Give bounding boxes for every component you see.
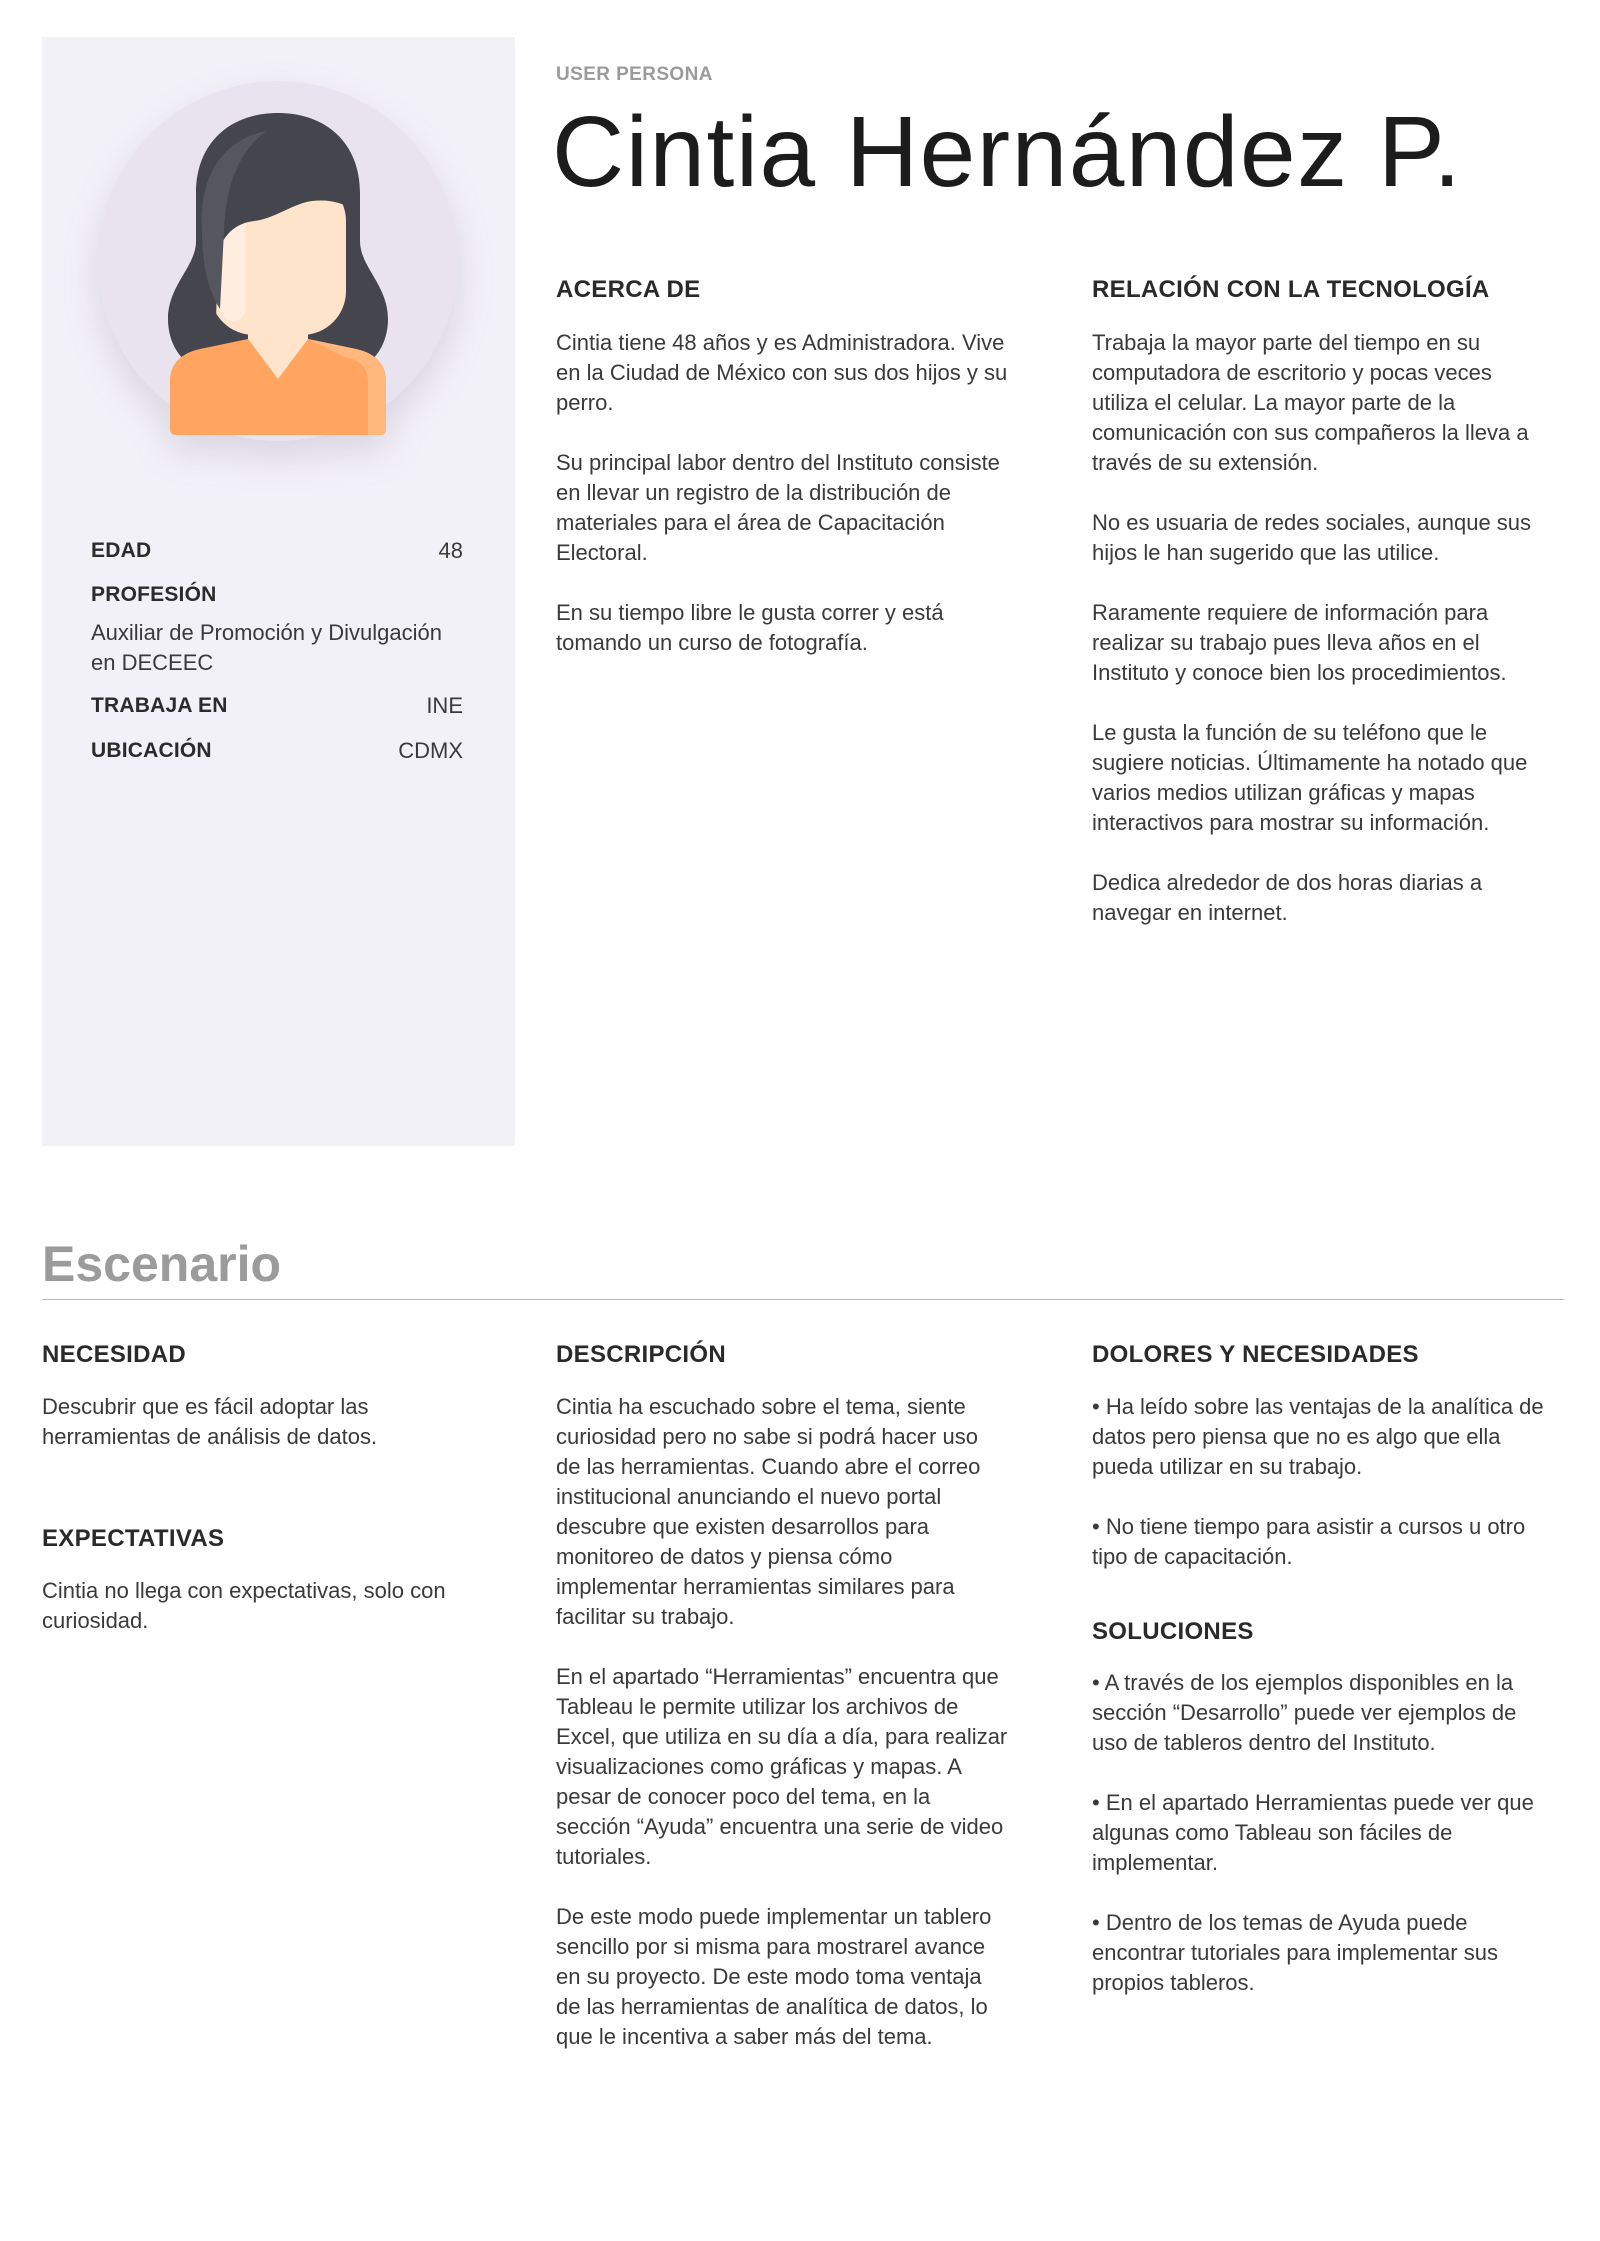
detail-work: [91, 691, 463, 721]
detail-location: [91, 736, 463, 766]
technology-title: RELACIÓN CON LA TECNOLOGÍA: [1092, 276, 1490, 303]
about-title: ACERCA DE: [556, 276, 701, 303]
description-text: [556, 1392, 1076, 2052]
technology-paragraph: No es usuaria de redes sociales, aunque sus hijos le han sugerido que las utilice.: [1092, 510, 1532, 565]
about-text: [556, 328, 1076, 658]
location-value: CDMX: [398, 738, 463, 763]
age-label: EDAD: [91, 539, 152, 562]
technology-paragraph: Raramente requiere de información para realizar su trabajo pues lleva años en el Instituto y conoce bien los procedimientos.: [1092, 600, 1507, 685]
location-label: UBICACIÓN: [91, 739, 212, 762]
scenario-title: Escenario: [42, 1236, 282, 1292]
need-title: NECESIDAD: [42, 1341, 187, 1368]
technology-paragraph: Dedica alrededor de dos horas diarias a navegar en internet.: [1092, 870, 1483, 925]
list-item: • A través de los ejemplos disponibles en la sección “Desarrollo” puede ver ejemplos de uso de tableros dentro del Instituto.: [1092, 1670, 1517, 1755]
about-paragraph: En su tiempo libre le gusta correr y está tomando un curso de fotografía.: [556, 600, 944, 655]
list-item: • Ha leído sobre las ventajas de la analítica de datos pero piensa que no es algo que ella pueda utilizar en su trabajo.: [1092, 1394, 1544, 1479]
technology-paragraph: Trabaja la mayor parte del tiempo en su computadora de escritorio y pocas veces utiliza el celular. La mayor parte de la comunicación con sus compañeros la lleva a través de su extensión.: [1092, 330, 1529, 475]
profession-value: Auxiliar de Promoción y Divulgación en DECEEC: [91, 620, 442, 675]
description-title: DESCRIPCIÓN: [556, 1341, 726, 1368]
expectations-text: Cintia no llega con expectativas, solo con curiosidad.: [42, 1578, 446, 1633]
persona-sidebar: [42, 37, 515, 1146]
solutions-list: [1092, 1668, 1592, 1998]
solutions-title: SOLUCIONES: [1092, 1618, 1254, 1645]
section-divider: [42, 1299, 1564, 1300]
avatar-illustration: [98, 81, 458, 441]
technology-text: [1092, 328, 1592, 928]
about-paragraph: Su principal labor dentro del Instituto consiste en llevar un registro de la distribución de materiales para el área de Capacitación Electoral.: [556, 450, 1000, 565]
persona-name: Cintia Hernández P.: [552, 96, 1463, 208]
woman-avatar-icon: [98, 81, 458, 441]
need-text: Descubrir que es fácil adoptar las herramientas de análisis de datos.: [42, 1394, 378, 1449]
profession-label: PROFESIÓN: [91, 583, 217, 606]
pains-list: [1092, 1392, 1592, 1572]
persona-kicker: USER PERSONA: [556, 64, 713, 85]
detail-age: [91, 536, 463, 566]
description-paragraph: Cintia ha escuchado sobre el tema, siente curiosidad pero no sabe si podrá hacer uso de las herramientas. Cuando abre el correo institucional anunciando el nuevo portal descubre que existen desarrollos para monitoreo de datos y piensa cómo implementar herramientas similares para facilitar su trabajo.: [556, 1394, 981, 1629]
list-item: • En el apartado Herramientas puede ver que algunas como Tableau son fáciles de implementar.: [1092, 1790, 1534, 1875]
work-label: TRABAJA EN: [91, 694, 228, 717]
description-paragraph: De este modo puede implementar un tablero sencillo por si misma para mostrarel avance en su proyecto. De este modo toma ventaja de las herramientas de analítica de datos, lo que le incentiva a saber más del tema.: [556, 1904, 992, 2049]
detail-profession-value: [91, 618, 463, 678]
expectations-title: EXPECTATIVAS: [42, 1525, 225, 1552]
age-value: 48: [438, 538, 463, 563]
about-paragraph: Cintia tiene 48 años y es Administradora. Vive en la Ciudad de México con sus dos hijos y su perro.: [556, 330, 1008, 415]
pains-title: DOLORES Y NECESIDADES: [1092, 1341, 1419, 1368]
expectations-text-block: [42, 1576, 522, 1636]
work-value: INE: [426, 693, 463, 718]
description-paragraph: En el apartado “Herramientas” encuentra que Tableau le permite utilizar los archivos de Excel, que utiliza en su día a día, para realizar visualizaciones como gráficas y mapas. A pesar de conocer poco del tema, en la sección “Ayuda” encuentra una serie de video tutoriales.: [556, 1664, 1008, 1869]
technology-paragraph: Le gusta la función de su teléfono que le sugiere noticias. Últimamente ha notado que varios medios utilizan gráficas y mapas interactivos para mostrar su información.: [1092, 720, 1528, 835]
detail-profession: [91, 580, 463, 610]
list-item: • Dentro de los temas de Ayuda puede encontrar tutoriales para implementar sus propios tableros.: [1092, 1910, 1498, 1995]
need-text-block: [42, 1392, 522, 1452]
list-item: • No tiene tiempo para asistir a cursos u otro tipo de capacitación.: [1092, 1514, 1526, 1569]
